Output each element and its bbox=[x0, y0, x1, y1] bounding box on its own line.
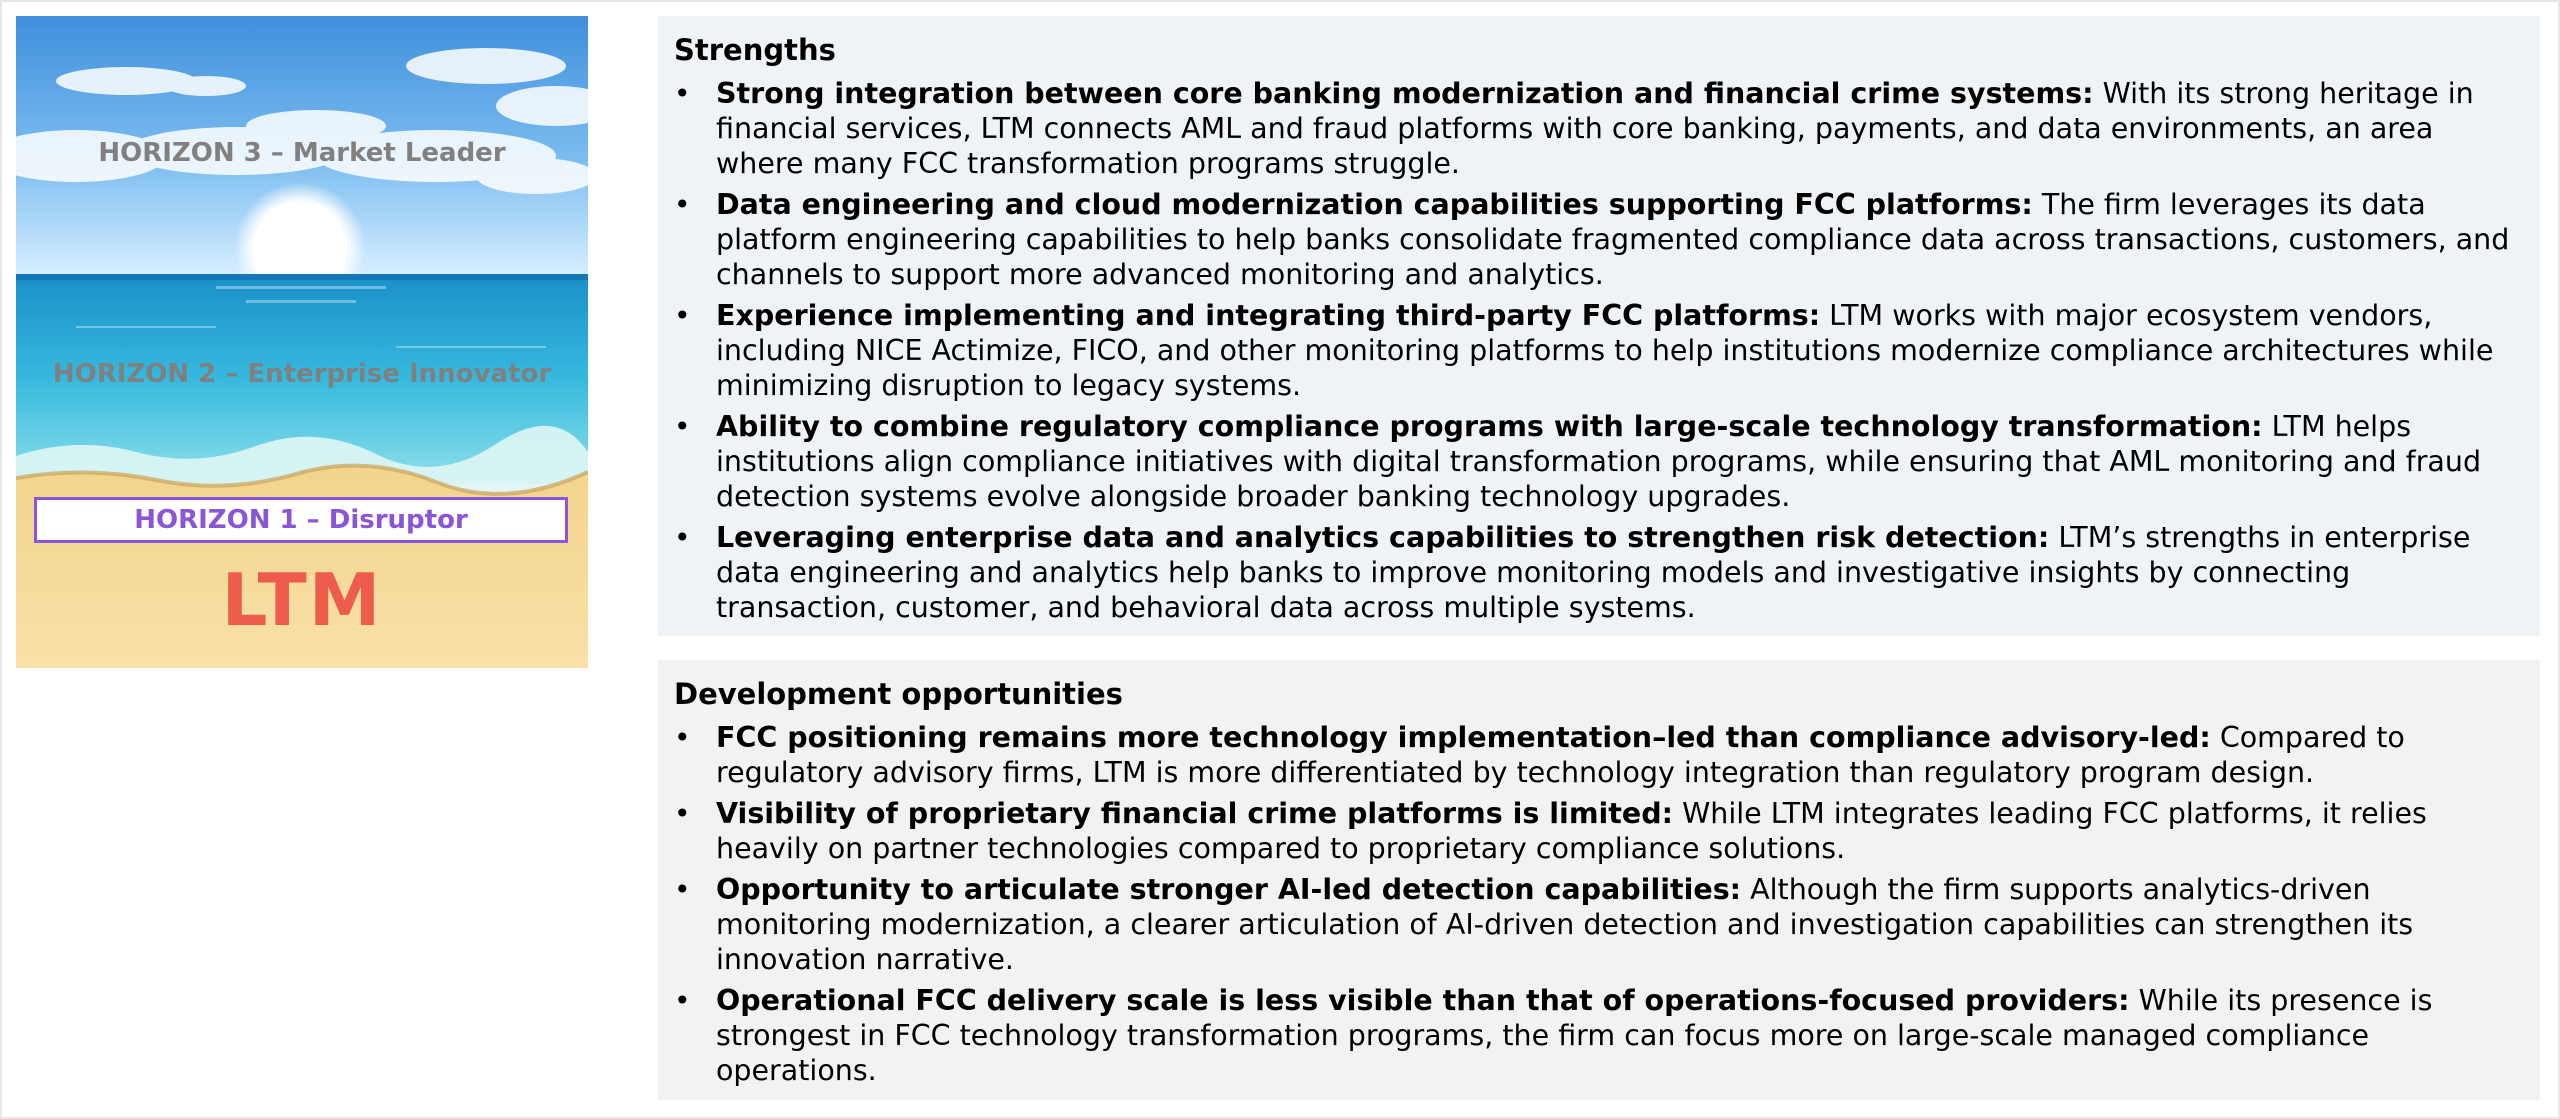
list-item bbox=[674, 796, 2520, 866]
horizon-graphic bbox=[16, 16, 588, 668]
list-item bbox=[674, 76, 2520, 181]
item-heading: Data engineering and cloud modernization capabilities supporting FCC platforms: bbox=[716, 188, 2033, 221]
list-item bbox=[674, 983, 2520, 1088]
item-heading: Operational FCC delivery scale is less visible than that of operations-focused providers: bbox=[716, 984, 2130, 1017]
item-text: While its presence is strongest in FCC technology transformation programs, the firm can focus more on large-scale managed compliance operations. bbox=[716, 984, 2433, 1087]
list-item bbox=[674, 409, 2520, 514]
item-text: With its strong heritage in financial services, LTM connects AML and fraud platforms with core banking, payments, and data environments, an area where many FCC transformation programs struggle. bbox=[716, 77, 2474, 180]
ltm-logo: LTM bbox=[221, 558, 383, 642]
list-item bbox=[674, 520, 2520, 625]
horizon-2-label: HORIZON 2 – Enterprise Innovator bbox=[52, 359, 552, 389]
list-item bbox=[674, 187, 2520, 292]
horizon-3-label: HORIZON 3 – Market Leader bbox=[98, 138, 506, 168]
item-heading: Visibility of proprietary financial crime platforms is limited: bbox=[716, 797, 1674, 830]
strengths-panel bbox=[658, 16, 2540, 636]
item-text: Compared to regulatory advisory firms, LTM is more differentiated by technology integration than regulatory program design. bbox=[716, 721, 2405, 789]
item-heading: Strong integration between core banking modernization and financial crime systems: bbox=[716, 77, 2094, 110]
item-text: While LTM integrates leading FCC platforms, it relies heavily on partner technologies compared to proprietary compliance solutions. bbox=[716, 797, 2427, 865]
development-title: Development opportunities bbox=[674, 677, 1123, 711]
development-list bbox=[674, 720, 2520, 1088]
item-text: LTM works with major ecosystem vendors, including NICE Actimize, FICO, and other monitoring platforms to help institutions modernize compliance architectures while minimizing disruption to legacy systems. bbox=[716, 299, 2494, 402]
item-text: LTM’s strengths in enterprise data engineering and analytics help banks to improve monitoring models and investigative insights by connecting transaction, customer, and behavioral data across multiple systems. bbox=[716, 521, 2471, 624]
item-heading: Experience implementing and integrating third-party FCC platforms: bbox=[716, 299, 1821, 332]
strengths-list bbox=[674, 76, 2520, 625]
strengths-title: Strengths bbox=[674, 33, 836, 67]
item-heading: Leveraging enterprise data and analytics capabilities to strengthen risk detection: bbox=[716, 521, 2050, 554]
list-item bbox=[674, 720, 2520, 790]
item-heading: Opportunity to articulate stronger AI-led detection capabilities: bbox=[716, 873, 1742, 906]
horizon-1-highlight-box bbox=[34, 497, 568, 543]
item-heading: Ability to combine regulatory compliance programs with large-scale technology transformation: bbox=[716, 410, 2263, 443]
list-item bbox=[674, 872, 2520, 977]
item-text: The firm leverages its data platform engineering capabilities to help banks consolidate fragmented compliance data across transactions, customers, and channels to support more advanced monitoring and analytics. bbox=[716, 188, 2510, 291]
item-heading: FCC positioning remains more technology implementation–led than compliance advisory-led: bbox=[716, 721, 2211, 754]
item-text: Although the firm supports analytics-driven monitoring modernization, a clearer articulation of AI-driven detection and investigation capabilities can strengthen its innovation narrative. bbox=[716, 873, 2414, 976]
list-item bbox=[674, 298, 2520, 403]
horizon-1-label: HORIZON 1 – Disruptor bbox=[134, 505, 468, 535]
item-text: LTM helps institutions align compliance initiatives with digital transformation programs, while ensuring that AML monitoring and fraud detection systems evolve alongside broader banking technology upgrades. bbox=[716, 410, 2482, 513]
development-panel bbox=[658, 660, 2540, 1100]
